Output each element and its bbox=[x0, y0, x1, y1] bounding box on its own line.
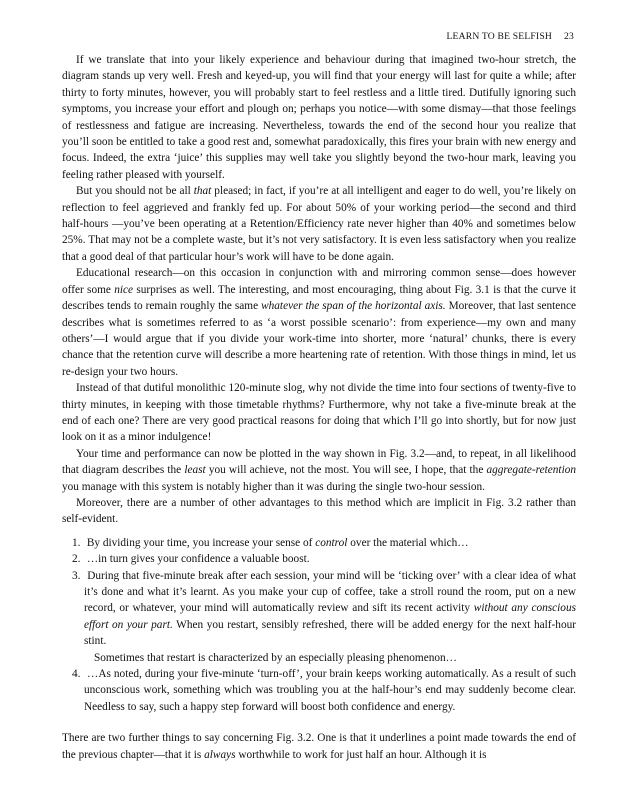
body-text bbox=[62, 52, 576, 763]
list-subnote-text: Sometimes that restart is characterized by an especially pleasing phenomenon… bbox=[94, 651, 457, 664]
list-item bbox=[62, 535, 576, 551]
running-header bbox=[62, 30, 576, 52]
paragraph: Moreover, there are a number of other advantages to this method which are implicit in Fig. 3.2 rather than self-evident. bbox=[62, 496, 576, 526]
numbered-list bbox=[62, 535, 576, 715]
list-number: 1. bbox=[72, 536, 81, 549]
list-item bbox=[62, 551, 576, 567]
list-text: …As noted, during your five-minute ‘turn-off’, your brain keeps working automatically. As a result of such unconscious work, something which was troubling you at the half-hour’s end may suddenly become clear. Needless to say, such a happy step forward will boost both confidence and energy. bbox=[84, 668, 576, 713]
running-title: LEARN TO BE SELFISH bbox=[446, 31, 552, 42]
list-number: 2. bbox=[72, 553, 81, 566]
paragraph: Instead of that dutiful monolithic 120-minute slog, why not divide the time into four sections of twenty-five to thirty minutes, in keeping with those timetable rhythms? Furthermore, why not take a five-minute break at the end of each one? There are very good practical reasons for doing that which I’ll go into shortly, but for now just look on it as a minor indulgence! bbox=[62, 382, 576, 444]
list-item bbox=[62, 568, 576, 650]
paragraph: Educational research—on this occasion in conjunction with and mirroring common sense—does however offer some nice surprises as well. The interesting, and most encouraging, thing about Fig. 3.1 is that the curve it describes tends to remain roughly the same whatever the span of the horizontal axis. Moreover, that last sentence describes what is sometimes referred to as ‘a worst possible scenario’: from experience—my own and many others’—I would argue that if you divide your work-time into shorter, more ‘natural’ chunks, there is every chance that the retention curve will describe a more heartening rate of retention. With those things in mind, let us re-design your two hours. bbox=[62, 267, 576, 378]
list-subnote bbox=[62, 650, 576, 666]
list-text: During that five-minute break after each session, your mind will be ‘ticking over’ with a clear idea of what it’s done and what it’s learnt. As you make your cup of coffee, take a stroll round the room, put on a new record, or whatever, your mind will automatically review and sift its recent activity without any conscious effort on your part. When you restart, sensibly refreshed, there will be added energy for the next half-hour stint. bbox=[84, 569, 577, 648]
list-text: By dividing your time, you increase your sense of control over the material which… bbox=[86, 536, 469, 549]
list-text: …in turn gives your confidence a valuable boost. bbox=[86, 553, 310, 566]
paragraph: But you should not be all that pleased; in fact, if you’re at all intelligent and eager to do well, you’re likely on reflection to feel aggrieved and frankly fed up. For about 50% of your working period—the second and third half-hours —you’ve been operating at a Retention/Efficiency rate never higher than 40% and sometimes below 25%. That may not be a complete waste, but it’s not very satisfactory. It is even less satisfactory when you realize that a good deal of that particular hour’s work will have to be done again. bbox=[62, 185, 576, 263]
list-number: 3. bbox=[72, 569, 81, 582]
list-item bbox=[62, 666, 576, 715]
spacer bbox=[62, 722, 576, 730]
closing-paragraph: There are two further things to say concerning Fig. 3.2. One is that it underlines a point made towards the end of the previous chapter—that it is always worthwhile to work for just half an hour. Although it is bbox=[62, 732, 576, 761]
paragraph: If we translate that into your likely experience and behaviour during that imagined two-hour stretch, the diagram stands up very well. Fresh and keyed-up, you will find that your energy will last for quite a while; after thirty to forty minutes, however, you will probably start to feel restless and a little tired. Dutifully ignoring such symptoms, you increase your effort and plough on; perhaps you notice—with some dismay—that those feelings of restlessness and fatigue are increasing. Nevertheless, towards the end of the second hour you realize that you’ll soon be entitled to take a good rest and, somewhat paradoxically, this fires your brain with new energy and focus. Indeed, the extra ‘juice’ this supplies may well take you slightly beyond the two-hour mark, leaving you feeling rather pleased with yourself. bbox=[62, 54, 576, 181]
page-number: 23 bbox=[564, 31, 574, 42]
paragraph: Your time and performance can now be plotted in the way shown in Fig. 3.2—and, to repeat, in all likelihood that diagram describes the least you will achieve, not the most. You will see, I hope, that the aggregate-retention you manage with this system is notably higher than it was during the single two-hour session. bbox=[62, 447, 576, 493]
list-number: 4. bbox=[72, 668, 81, 681]
